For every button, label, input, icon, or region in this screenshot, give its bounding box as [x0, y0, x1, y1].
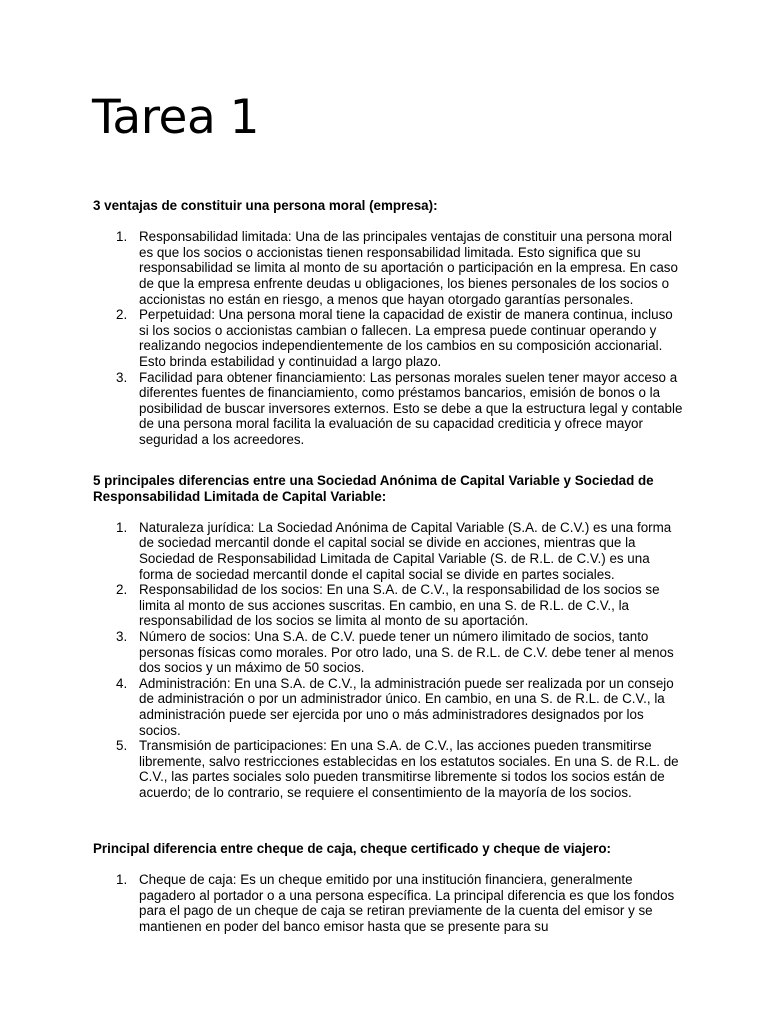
- list-number: 4.: [116, 675, 128, 691]
- list-number: 3.: [116, 628, 128, 644]
- numbered-list: [93, 520, 683, 801]
- list-item-text: Transmisión de participaciones: En una S.A. de C.V., las acciones pueden transmitirse libremente, salvo restricciones establecidas en los estatutos sociales. En una S. de R.L. de C.V., las partes sociales solo pueden transmitirse libremente si todos los socios están de acuerdo; de lo contrario, se requiere el consentimiento de la mayoría de los socios.: [139, 738, 679, 800]
- list-item-text: Naturaleza jurídica: La Sociedad Anónima de Capital Variable (S.A. de C.V.) es una forma de sociedad mercantil donde el capital social se divide en acciones, mientras que la Sociedad de Responsabilidad Limitada de Capital Variable (S. de R.L. de C.V.) es una forma de sociedad mercantil donde el capital social se divide en partes sociales.: [139, 519, 672, 582]
- list-number: 1.: [116, 872, 128, 888]
- list-number: 2.: [116, 307, 128, 323]
- list-item: [93, 229, 683, 307]
- list-number: 1.: [116, 519, 128, 535]
- list-item: [93, 307, 683, 369]
- numbered-list: [93, 872, 683, 934]
- list-item-text: Administración: En una S.A. de C.V., la administración puede ser realizada por un consejo de administración o por un administrador único. En cambio, en una S. de R.L. de C.V., la administración puede ser ejercida por uno o más administradores designados por los socios.: [139, 675, 674, 738]
- list-item: [93, 738, 683, 800]
- section-heading: Principal diferencia entre cheque de caja, cheque certificado y cheque de viajero:: [93, 841, 611, 856]
- section-heading: 3 ventajas de constituir una persona moral (empresa):: [93, 198, 438, 213]
- section-diferencias-sociedades: [93, 473, 683, 800]
- numbered-list: [93, 229, 683, 447]
- list-item-text: Número de socios: Una S.A. de C.V. puede tener un número ilimitado de socios, tanto personas físicas como morales. Por otro lado, una S. de R.L. de C.V. debe tener al menos dos socios y un máximo de 50 socios.: [139, 628, 674, 676]
- list-item: [93, 520, 683, 582]
- list-item: [93, 872, 683, 934]
- list-item: [93, 629, 683, 676]
- list-item: [93, 370, 683, 448]
- section-heading: 5 principales diferencias entre una Sociedad Anónima de Capital Variable y Sociedad de Responsabilidad Limitada de Capital Variable:: [93, 473, 654, 504]
- list-item-text: Facilidad para obtener financiamiento: Las personas morales suelen tener mayor acceso a diferentes fuentes de financiamiento, como préstamos bancarios, emisión de bonos o la posibilidad de buscar inversores externos. Esto se debe a que la estructura legal y contable de una persona moral facilita la evaluación de su capacidad crediticia y ofrece mayor seguridad a los acreedores.: [139, 369, 683, 447]
- list-item-text: Perpetuidad: Una persona moral tiene la capacidad de existir de manera continua, incluso si los socios o accionistas cambian o fallecen. La empresa puede continuar operando y realizando negocios independientemente de los cambios en su composición accionarial. Esto brinda estabilidad y continuidad a largo plazo.: [139, 307, 673, 369]
- list-number: 5.: [116, 738, 128, 754]
- page-title: Tarea 1: [92, 90, 260, 145]
- list-item: [93, 676, 683, 738]
- section-cheques: [93, 841, 683, 935]
- section-ventajas: [93, 198, 683, 448]
- list-item-text: Responsabilidad limitada: Una de las principales ventajas de constituir una persona moral es que los socios o accionistas tienen responsabilidad limitada. Esto significa que su responsabilidad se limita al monto de su aportación o participación en la empresa. En caso de que la empresa enfrente deudas u obligaciones, los bienes personales de los socios o accionistas no están en riesgo, a menos que hayan otorgado garantías personales.: [139, 229, 678, 307]
- list-item: [93, 582, 683, 629]
- list-number: 2.: [116, 582, 128, 598]
- list-number: 3.: [116, 369, 128, 385]
- list-number: 1.: [116, 229, 128, 245]
- list-item-text: Responsabilidad de los socios: En una S.A. de C.V., la responsabilidad de los socios se limita al monto de sus acciones suscritas. En cambio, en una S. de R.L. de C.V., la responsabilidad de los socios se limita al monto de su aportación.: [139, 582, 660, 629]
- list-item-text: Cheque de caja: Es un cheque emitido por una institución financiera, generalmente pagadero al portador o a una persona específica. La principal diferencia es que los fondos para el pago de un cheque de caja se retiran previamente de la cuenta del emisor y se mantienen en poder del banco emisor hasta que se presente para su: [139, 872, 675, 934]
